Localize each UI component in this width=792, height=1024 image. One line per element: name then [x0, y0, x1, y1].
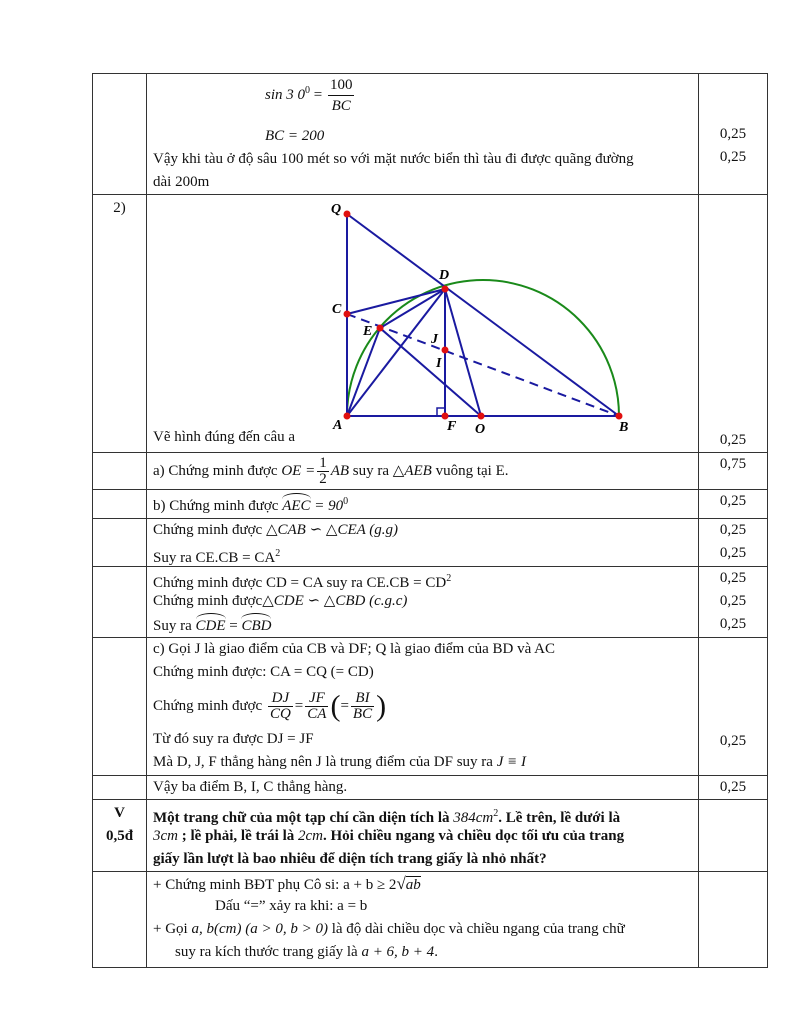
figure-score-cell: 0,25	[699, 195, 768, 453]
label-f: F	[447, 419, 457, 433]
cd-ca-line: Chứng minh được CD = CA suy ra $CE.CB = CD^2$	[153, 573, 452, 591]
point-c	[344, 311, 351, 318]
ce-cb-ca: Suy ra $CE.CB = CA^2$	[153, 548, 281, 566]
row-part-b-similar: Chứng minh được △CAB ∽ △CEA (g.g) Suy ra $CE.CB = CA^2$ 0,25 0,25	[93, 519, 768, 567]
sin-equation: sin 3 $0^0$ = $\frac{100}{BC}$	[265, 77, 353, 114]
row-figure	[93, 195, 768, 453]
angle-cde-cbd: Suy ra CDE = CBD	[153, 613, 692, 636]
label-j: J	[431, 332, 438, 347]
point-j	[442, 347, 449, 354]
c-intro: c) Gọi J là giao điểm của CB và DF; Q là giao điểm của BD và AC	[153, 641, 556, 657]
figure-caption: Vẽ hình đúng đến câu a	[153, 429, 296, 445]
label-e: E	[363, 324, 373, 339]
point-a	[344, 413, 351, 420]
sin-fraction: $\frac{100}{BC}$	[329, 77, 353, 114]
col-part	[93, 74, 147, 195]
point-d	[442, 286, 449, 293]
part-label: 2)	[93, 195, 147, 453]
segment-qb	[347, 214, 619, 416]
figure-cell	[147, 195, 699, 453]
similar-cde-cbd: Chứng minh được△CDE ∽ △CBD (c.g.c)	[153, 593, 408, 609]
problem-number: V	[114, 805, 125, 821]
half-fraction: $\frac{1}{2}$	[319, 455, 327, 488]
row-sin	[93, 74, 768, 195]
segment-cb-dashed	[347, 314, 619, 416]
conclusion-line1: Vậy khi tàu ở độ sâu 100 mét so với mặt nước biển thì tàu đi được quãng đường	[153, 151, 634, 167]
row-problem-v	[93, 800, 768, 872]
col-content	[147, 74, 699, 195]
label-c: C	[332, 302, 342, 317]
label-d: D	[439, 268, 450, 283]
label-o: O	[475, 422, 486, 433]
row-part-a: a) Chứng minh được OE = $\frac{1}{2}$ AB suy ra △AEB vuông tại E. 0,75	[93, 453, 768, 490]
similar-cab-cea: Chứng minh được △CAB ∽ △CEA (g.g)	[153, 522, 398, 538]
let-ab-line: + Gọi a, b(cm) (a > 0, b > 0) là độ dài chiều dọc và chiều ngang của trang chữ	[153, 921, 625, 937]
c-ca-cq: Chứng minh được: CA = CQ (= CD)	[153, 664, 374, 680]
c-midpoint: Mà D, J, F thẳng hàng nên J là trung điểm của DF suy ra J ≡ I	[153, 754, 526, 770]
part-a-content: a) Chứng minh được OE = $\frac{1}{2}$ AB suy ra △AEB vuông tại E.	[147, 453, 699, 490]
geometry-figure	[153, 195, 633, 433]
bc-equation: BC = 200	[265, 128, 325, 144]
point-b	[616, 413, 623, 420]
cauchy-line: + Chứng minh BĐT phụ Cô si: a + b ≥ 2√ab	[153, 874, 421, 893]
segment-ae	[347, 328, 380, 416]
label-a: A	[333, 418, 343, 433]
answer-table	[92, 73, 768, 968]
segment-ed	[380, 289, 445, 328]
col-score: 0,25 0,25	[699, 74, 768, 195]
problem-points: 0,5đ	[105, 828, 134, 844]
label-i: I	[436, 356, 442, 371]
conclusion-line2: dài 200m	[153, 174, 210, 190]
row-part-b: b) Chứng minh được AEC = $90^0$ 0,25	[93, 490, 768, 519]
point-e	[377, 325, 384, 332]
point-o	[478, 413, 485, 420]
c-conclusion: Vậy ba điểm B, I, C thẳng hàng.	[153, 779, 348, 795]
c-ratio-line: Chứng minh được $\frac{DJ}{CQ}$ = $\frac{JF}{CA}$ (= $\frac{BI}{BC}$ )	[153, 689, 387, 723]
equality-line: Dấu “=” xảy ra khi: a = b	[215, 898, 368, 914]
c-dj-jf: Từ đó suy ra được DJ = JF	[153, 731, 314, 747]
label-b: B	[619, 420, 629, 433]
page-size-line: suy ra kích thước trang giấy là a + 6, b + 4.	[175, 944, 438, 960]
semicircle-arc	[347, 280, 619, 416]
row-solution-v	[93, 872, 768, 968]
point-q	[344, 211, 351, 218]
row-part-c-conclusion: Vậy ba điểm B, I, C thẳng hàng. 0,25	[93, 776, 768, 800]
label-q: Q	[331, 202, 342, 217]
problem-v-statement: Một trang chữ của một tạp chí cần diện tích là $384cm^2$. Lề trên, lề dưới là 3cm ; lề phải, lề trái là 2cm. Hỏi chiều ngang và chiều dọc tối ưu của trang giấy lần lượt là bao nhiêu để diện tích trang giấy là nhỏ nhất?	[147, 800, 699, 872]
row-part-b-cd: Chứng minh được CD = CA suy ra $CE.CB = CD^2$ Chứng minh được△CDE ∽ △CBD (c.g.c) Suy ra CDE = CBD 0,25 0,25 0,25	[93, 567, 768, 638]
row-part-c: c) Gọi J là giao điểm của CB và DF; Q là giao điểm của BD và AC Chứng minh được: CA = CQ (= CD) Chứng minh được $\frac{DJ}{CQ}$ = $\frac{JF}{CA}$ (= $\frac{BI}{BC}$ ) Từ đó suy ra được DJ = JF Mà D, J, F thẳng hàng nên J là trung điểm của DF suy ra J ≡ I 0,25	[93, 638, 768, 776]
part-b-content: b) Chứng minh được AEC = $90^0$	[147, 490, 699, 519]
